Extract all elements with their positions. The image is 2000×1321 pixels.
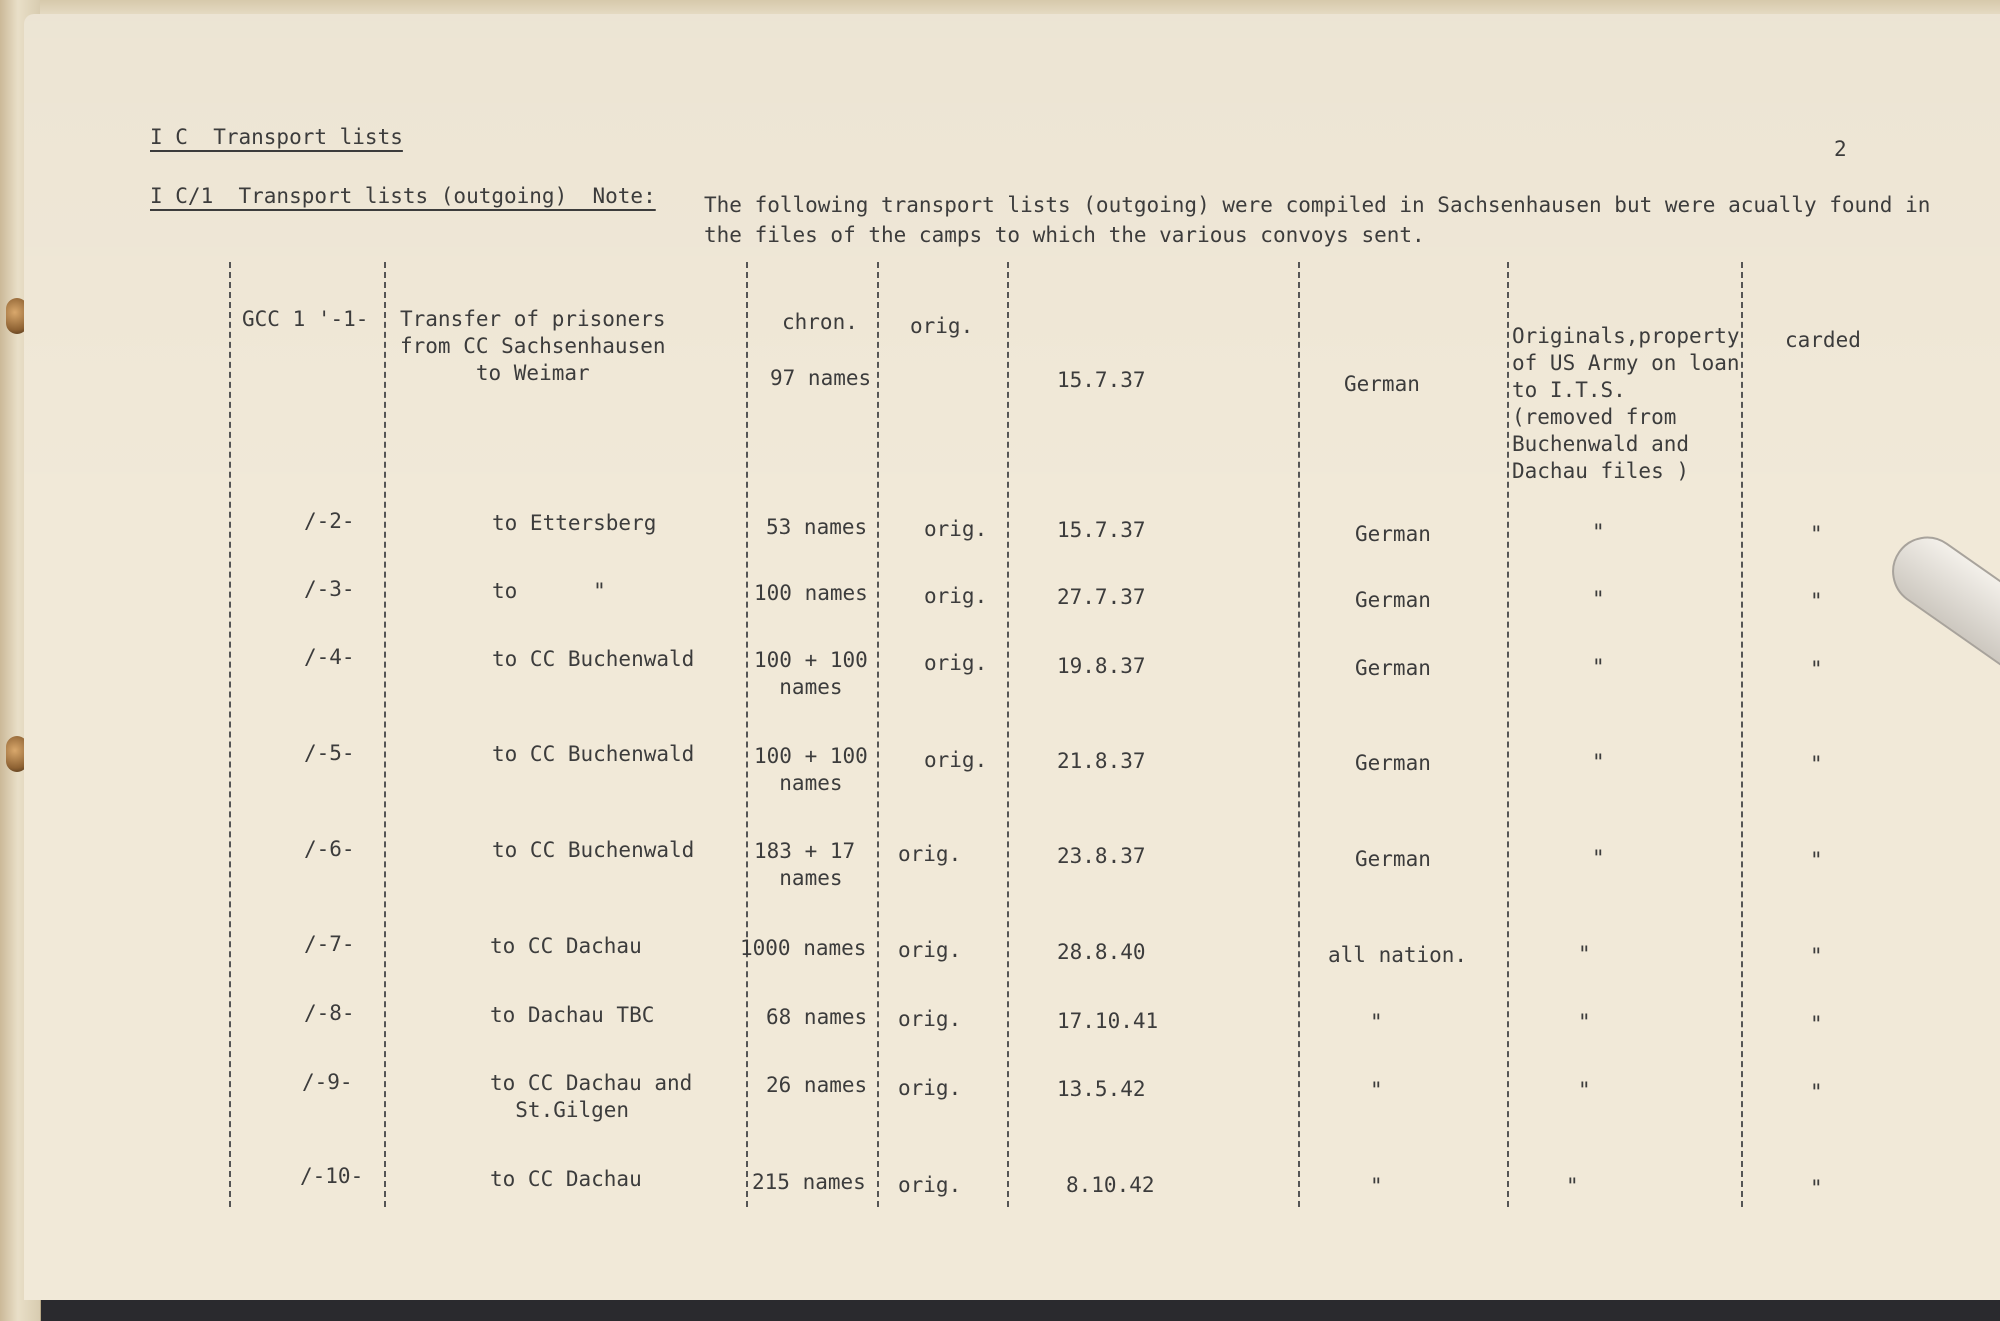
row-destination: to " xyxy=(492,579,606,603)
row-carded: " xyxy=(1810,657,1823,681)
row-carded: " xyxy=(1810,1012,1823,1036)
row-nationality: German xyxy=(1344,372,1420,396)
row-names: 53 names xyxy=(766,515,868,539)
row-destination: to CC Dachau xyxy=(490,934,642,958)
row-names: 100 + 100 names xyxy=(754,744,868,795)
row-names: 183 + 17 names xyxy=(754,839,856,890)
row-names: 100 names xyxy=(754,581,868,605)
row-destination: to CC Dachau and St.Gilgen xyxy=(490,1071,693,1122)
column-divider xyxy=(1298,262,1300,1207)
row-code: /-2- xyxy=(304,509,355,533)
row-orig: orig. xyxy=(898,842,962,866)
row-date: 17.10.41 xyxy=(1057,1009,1159,1033)
row-code: /-4- xyxy=(304,645,355,669)
row-code: /-10- xyxy=(300,1164,364,1188)
row-property: " xyxy=(1578,1010,1591,1034)
note-text: The following transport lists (outgoing) were compiled in Sachsenhausen but were acually found in the files of the camps to which the various convoys sent. xyxy=(704,193,1931,247)
row-destination: to CC Buchenwald xyxy=(492,647,695,671)
row-nationality: German xyxy=(1355,522,1431,546)
row-names: 97 names xyxy=(770,366,872,390)
chron-header: chron. xyxy=(782,310,858,334)
row-date: 23.8.37 xyxy=(1057,844,1146,868)
row-carded: " xyxy=(1810,944,1823,968)
page-number: 2 xyxy=(1834,137,1847,161)
row-date: 8.10.42 xyxy=(1066,1173,1155,1197)
column-divider xyxy=(1507,262,1509,1207)
row-destination: to CC Buchenwald xyxy=(492,838,695,862)
row-property: " xyxy=(1592,750,1605,774)
row-property: " xyxy=(1592,846,1605,870)
column-divider xyxy=(1007,262,1009,1207)
row-carded: " xyxy=(1810,522,1823,546)
row-date: 21.8.37 xyxy=(1057,749,1146,773)
property-note: Originals,property of US Army on loan to I.T.S. (removed from Buchenwald and Dachau files ) xyxy=(1512,324,1740,483)
row-date: 15.7.37 xyxy=(1057,518,1146,542)
row-names: 100 + 100 names xyxy=(754,648,868,699)
row-names: 1000 names xyxy=(740,936,867,960)
row-nationality: German xyxy=(1355,588,1431,612)
row-destination: to Ettersberg xyxy=(492,511,657,535)
row-code: GCC 1 '-1- xyxy=(242,307,369,331)
subsection-heading: I C/1 Transport lists (outgoing) Note: xyxy=(150,184,656,208)
row-orig: orig. xyxy=(898,1007,962,1031)
row-nationality: German xyxy=(1355,751,1431,775)
row-date: 28.8.40 xyxy=(1057,940,1146,964)
carded-header: carded xyxy=(1785,328,1861,352)
row-date: 13.5.42 xyxy=(1057,1077,1146,1101)
row-names: 26 names xyxy=(766,1073,868,1097)
row-orig: orig. xyxy=(924,584,988,608)
row-nationality: all nation. xyxy=(1328,943,1468,967)
row-orig: orig. xyxy=(924,651,988,675)
row-carded: " xyxy=(1810,848,1823,872)
row-nationality: German xyxy=(1355,847,1431,871)
row-nationality: " xyxy=(1370,1174,1383,1198)
row-carded: " xyxy=(1810,1080,1823,1104)
row-names: 68 names xyxy=(766,1005,868,1029)
section-heading: I C Transport lists xyxy=(150,125,403,149)
orig-header: orig. xyxy=(910,314,974,338)
row-destination: to Dachau TBC xyxy=(490,1003,655,1027)
row-property: " xyxy=(1566,1174,1579,1198)
row-code: /-8- xyxy=(304,1001,355,1025)
row-property: " xyxy=(1592,520,1605,544)
row-orig: orig. xyxy=(924,748,988,772)
column-divider xyxy=(877,262,879,1207)
column-divider xyxy=(1741,262,1743,1207)
row-nationality: " xyxy=(1370,1078,1383,1102)
row-carded: " xyxy=(1810,752,1823,776)
row-destination: to CC Buchenwald xyxy=(492,742,695,766)
row-property: " xyxy=(1592,587,1605,611)
row-names: 215 names xyxy=(752,1170,866,1194)
row-nationality: German xyxy=(1355,656,1431,680)
row-code: /-3- xyxy=(304,577,355,601)
row-date: 15.7.37 xyxy=(1057,368,1146,392)
row-orig: orig. xyxy=(898,938,962,962)
row-nationality: " xyxy=(1370,1010,1383,1034)
column-divider xyxy=(384,262,386,1207)
row-orig: orig. xyxy=(898,1076,962,1100)
row-code: /-7- xyxy=(304,932,355,956)
row-code: /-6- xyxy=(304,837,355,861)
row-code: /-5- xyxy=(304,741,355,765)
row-destination: to CC Dachau xyxy=(490,1167,642,1191)
row-code: /-9- xyxy=(302,1070,353,1094)
row-description: Transfer of prisoners from CC Sachsenhausen to Weimar xyxy=(400,307,666,385)
row-property: " xyxy=(1592,655,1605,679)
row-orig: orig. xyxy=(924,517,988,541)
row-date: 27.7.37 xyxy=(1057,585,1146,609)
row-property: " xyxy=(1578,1078,1591,1102)
row-carded: " xyxy=(1810,589,1823,613)
column-divider xyxy=(746,262,748,1207)
row-orig: orig. xyxy=(898,1173,962,1197)
column-divider xyxy=(229,262,231,1207)
row-carded: " xyxy=(1810,1176,1823,1200)
row-date: 19.8.37 xyxy=(1057,654,1146,678)
row-property: " xyxy=(1578,942,1591,966)
